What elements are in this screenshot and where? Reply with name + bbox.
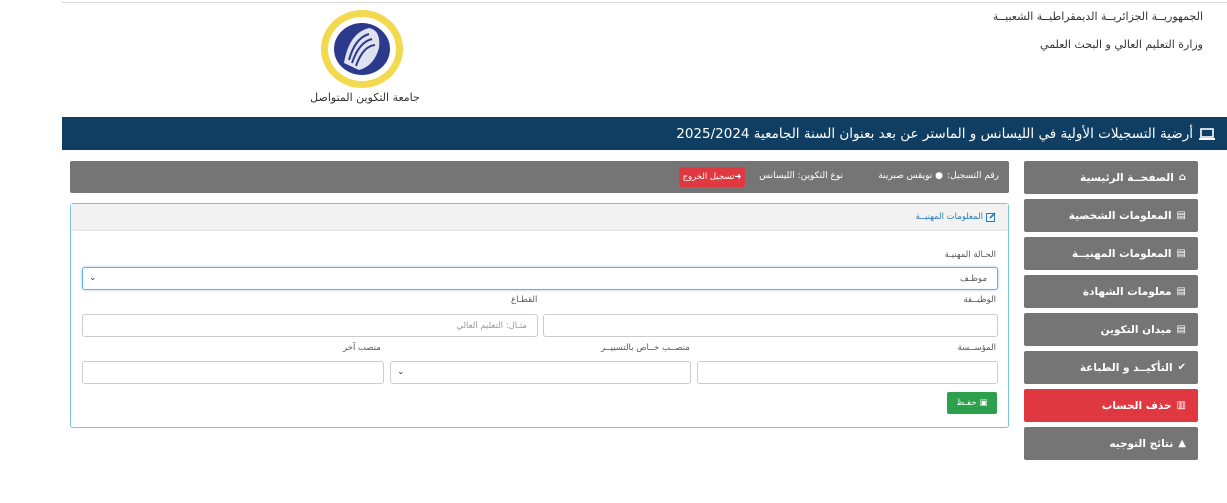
sidebar-item-orientation-results[interactable] (1024, 427, 1198, 460)
platform-title-bar (62, 117, 1227, 150)
home-icon: ⌂ (1178, 172, 1186, 183)
sidebar (1024, 161, 1198, 465)
id-card-icon: ▤ (1176, 324, 1186, 335)
chevron-down-icon: ⌄ (89, 273, 97, 283)
republic-name: الجمهوريــة الجزائريــة الديمقراطيــة الشعبيــة (992, 10, 1203, 23)
ministry-name: وزارة التعليم العالي و البحث العلمي (1040, 38, 1203, 51)
sidebar-item-personal-info[interactable] (1024, 199, 1198, 232)
id-card-icon: ▤ (1176, 210, 1186, 221)
management-position-select[interactable] (390, 361, 691, 384)
status-label: الحـالة المهنيـة (944, 250, 996, 260)
sidebar-item-label: حذف الحساب (1101, 399, 1172, 412)
sector-placeholder: مثـال: التعليم العالي (456, 320, 527, 331)
university-name: جامعة التكوين المتواصل (310, 91, 420, 104)
formation-type: نوع التكوين: الليسانس (759, 171, 843, 181)
user-info-bar (70, 161, 1009, 193)
save-button[interactable] (947, 392, 997, 414)
registration-label: رقم التسجيل: (947, 171, 999, 181)
sidebar-item-delete-account[interactable] (1024, 389, 1198, 422)
other-position-label: منصب آخر (343, 343, 381, 353)
platform-title: أرضية التسجيلات الأولية في الليسانس و الماستر عن بعد بعنوان السنة الجامعية 2025/2024 (676, 125, 1193, 142)
sector-input[interactable] (82, 314, 538, 337)
institution-input[interactable] (697, 361, 998, 384)
id-card-icon: ▤ (1176, 286, 1186, 297)
other-position-input[interactable] (82, 361, 384, 384)
job-label: الوظيــفة (963, 295, 996, 305)
logout-button[interactable] (679, 167, 745, 187)
job-input[interactable] (543, 314, 998, 337)
status-select[interactable] (82, 267, 998, 290)
status-value: موظـف (960, 273, 987, 284)
panel-header (71, 204, 1008, 231)
institution-label: المؤســسة (957, 343, 996, 353)
sidebar-item-label: ميدان التكوين (1100, 323, 1172, 336)
university-logo (319, 8, 405, 90)
graduation-cap-icon: ▲ (1178, 438, 1186, 449)
sidebar-item-training-field[interactable] (1024, 313, 1198, 346)
user-name-text: نويقس صبرينة (878, 171, 933, 181)
edit-icon (986, 212, 996, 222)
floppy-disk-icon: ▣ (979, 398, 988, 408)
sidebar-item-confirm-print[interactable] (1024, 351, 1198, 384)
sidebar-item-label: معلومات الشهادة (1082, 285, 1172, 298)
management-position-label: منصــب خــاص بالتسييــر (601, 343, 690, 353)
sign-out-icon: ➜ (734, 172, 742, 182)
sidebar-item-label: المعلومات الشخصية (1068, 209, 1172, 222)
chevron-down-icon: ⌄ (397, 367, 405, 377)
sidebar-item-degree-info[interactable] (1024, 275, 1198, 308)
laptop-icon (1199, 128, 1215, 140)
sidebar-item-home[interactable] (1024, 161, 1198, 194)
sidebar-item-label: الصفحــة الرئيسية (1079, 171, 1174, 184)
user-name (878, 171, 943, 181)
professional-info-panel (70, 203, 1009, 428)
page-header (0, 0, 1227, 115)
trash-icon: ▥ (1176, 400, 1186, 411)
user-icon: ● (935, 171, 943, 181)
id-card-icon: ▤ (1176, 248, 1186, 259)
sidebar-item-label: التأكيــد و الطباعة (1079, 361, 1173, 374)
sidebar-item-label: نتائج التوجيه (1109, 437, 1174, 450)
sector-label: القطـاع (511, 295, 538, 305)
save-label: حفـظ (956, 398, 977, 408)
sidebar-item-professional-info[interactable] (1024, 237, 1198, 270)
check-icon: ✔ (1177, 362, 1186, 373)
sidebar-item-label: المعلومات المهنيــة (1071, 247, 1172, 260)
logout-label: تسجيل الخروج (682, 172, 735, 182)
panel-title: المعلومات المهنيــة (915, 212, 983, 222)
